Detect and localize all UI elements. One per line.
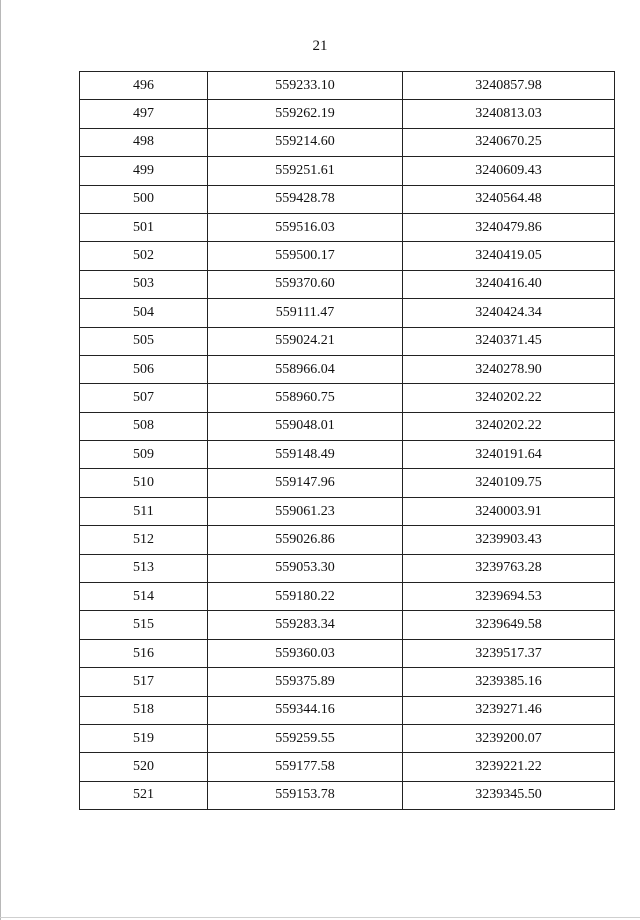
- table-row: [80, 611, 615, 639]
- x-coordinate-cell: 559048.01: [208, 412, 403, 440]
- x-coordinate-cell: 559283.34: [208, 611, 403, 639]
- point-number-cell: 511: [80, 497, 208, 525]
- table-row: [80, 639, 615, 667]
- y-coordinate-cell: 3240202.22: [403, 412, 615, 440]
- y-coordinate-cell: 3240191.64: [403, 441, 615, 469]
- table-row: [80, 583, 615, 611]
- y-coordinate-cell: 3240109.75: [403, 469, 615, 497]
- point-number-cell: 504: [80, 299, 208, 327]
- scan-edge-line: [0, 0, 1, 920]
- table-row: [80, 554, 615, 582]
- x-coordinate-cell: 559024.21: [208, 327, 403, 355]
- y-coordinate-cell: 3239200.07: [403, 724, 615, 752]
- point-number-cell: 513: [80, 554, 208, 582]
- table-row: [80, 412, 615, 440]
- table-row: [80, 526, 615, 554]
- table-row: [80, 384, 615, 412]
- y-coordinate-cell: 3240202.22: [403, 384, 615, 412]
- coordinate-table: [79, 71, 615, 810]
- x-coordinate-cell: 559180.22: [208, 583, 403, 611]
- x-coordinate-cell: 559153.78: [208, 781, 403, 809]
- point-number-cell: 508: [80, 412, 208, 440]
- y-coordinate-cell: 3239649.58: [403, 611, 615, 639]
- y-coordinate-cell: 3240424.34: [403, 299, 615, 327]
- table-row: [80, 724, 615, 752]
- point-number-cell: 505: [80, 327, 208, 355]
- point-number-cell: 506: [80, 355, 208, 383]
- table-row: [80, 270, 615, 298]
- x-coordinate-cell: 558960.75: [208, 384, 403, 412]
- x-coordinate-cell: 559251.61: [208, 157, 403, 185]
- table-row: [80, 441, 615, 469]
- x-coordinate-cell: 559375.89: [208, 668, 403, 696]
- point-number-cell: 501: [80, 213, 208, 241]
- x-coordinate-cell: 559147.96: [208, 469, 403, 497]
- point-number-cell: 515: [80, 611, 208, 639]
- point-number-cell: 518: [80, 696, 208, 724]
- y-coordinate-cell: 3240416.40: [403, 270, 615, 298]
- table-row: [80, 355, 615, 383]
- table-row: [80, 242, 615, 270]
- point-number-cell: 502: [80, 242, 208, 270]
- point-number-cell: 512: [80, 526, 208, 554]
- scan-bottom-edge: [0, 917, 640, 918]
- y-coordinate-cell: 3239763.28: [403, 554, 615, 582]
- x-coordinate-cell: 559177.58: [208, 753, 403, 781]
- table-row: [80, 185, 615, 213]
- coordinate-table-body: [80, 72, 615, 810]
- x-coordinate-cell: 559344.16: [208, 696, 403, 724]
- point-number-cell: 516: [80, 639, 208, 667]
- y-coordinate-cell: 3240419.05: [403, 242, 615, 270]
- y-coordinate-cell: 3240813.03: [403, 100, 615, 128]
- x-coordinate-cell: 559026.86: [208, 526, 403, 554]
- point-number-cell: 520: [80, 753, 208, 781]
- x-coordinate-cell: 559148.49: [208, 441, 403, 469]
- x-coordinate-cell: 559111.47: [208, 299, 403, 327]
- table-row: [80, 72, 615, 100]
- x-coordinate-cell: 559428.78: [208, 185, 403, 213]
- x-coordinate-cell: 559053.30: [208, 554, 403, 582]
- x-coordinate-cell: 559259.55: [208, 724, 403, 752]
- y-coordinate-cell: 3240609.43: [403, 157, 615, 185]
- y-coordinate-cell: 3240003.91: [403, 497, 615, 525]
- point-number-cell: 498: [80, 128, 208, 156]
- y-coordinate-cell: 3240371.45: [403, 327, 615, 355]
- table-row: [80, 128, 615, 156]
- y-coordinate-cell: 3239271.46: [403, 696, 615, 724]
- x-coordinate-cell: 559500.17: [208, 242, 403, 270]
- x-coordinate-cell: 559370.60: [208, 270, 403, 298]
- table-row: [80, 696, 615, 724]
- point-number-cell: 514: [80, 583, 208, 611]
- y-coordinate-cell: 3239903.43: [403, 526, 615, 554]
- point-number-cell: 509: [80, 441, 208, 469]
- point-number-cell: 499: [80, 157, 208, 185]
- point-number-cell: 507: [80, 384, 208, 412]
- point-number-cell: 510: [80, 469, 208, 497]
- y-coordinate-cell: 3240564.48: [403, 185, 615, 213]
- table-row: [80, 299, 615, 327]
- table-row: [80, 781, 615, 809]
- point-number-cell: 497: [80, 100, 208, 128]
- table-row: [80, 213, 615, 241]
- table-row: [80, 668, 615, 696]
- table-row: [80, 753, 615, 781]
- point-number-cell: 496: [80, 72, 208, 100]
- x-coordinate-cell: 559516.03: [208, 213, 403, 241]
- page-number: 21: [312, 38, 328, 54]
- x-coordinate-cell: 559061.23: [208, 497, 403, 525]
- x-coordinate-cell: 559262.19: [208, 100, 403, 128]
- table-row: [80, 157, 615, 185]
- point-number-cell: 517: [80, 668, 208, 696]
- table-row: [80, 327, 615, 355]
- y-coordinate-cell: 3240278.90: [403, 355, 615, 383]
- y-coordinate-cell: 3239694.53: [403, 583, 615, 611]
- x-coordinate-cell: 559360.03: [208, 639, 403, 667]
- table-row: [80, 497, 615, 525]
- x-coordinate-cell: 558966.04: [208, 355, 403, 383]
- x-coordinate-cell: 559214.60: [208, 128, 403, 156]
- y-coordinate-cell: 3240670.25: [403, 128, 615, 156]
- y-coordinate-cell: 3239517.37: [403, 639, 615, 667]
- y-coordinate-cell: 3240479.86: [403, 213, 615, 241]
- y-coordinate-cell: 3240857.98: [403, 72, 615, 100]
- table-row: [80, 100, 615, 128]
- table-row: [80, 469, 615, 497]
- x-coordinate-cell: 559233.10: [208, 72, 403, 100]
- point-number-cell: 500: [80, 185, 208, 213]
- y-coordinate-cell: 3239385.16: [403, 668, 615, 696]
- point-number-cell: 503: [80, 270, 208, 298]
- point-number-cell: 519: [80, 724, 208, 752]
- point-number-cell: 521: [80, 781, 208, 809]
- y-coordinate-cell: 3239345.50: [403, 781, 615, 809]
- y-coordinate-cell: 3239221.22: [403, 753, 615, 781]
